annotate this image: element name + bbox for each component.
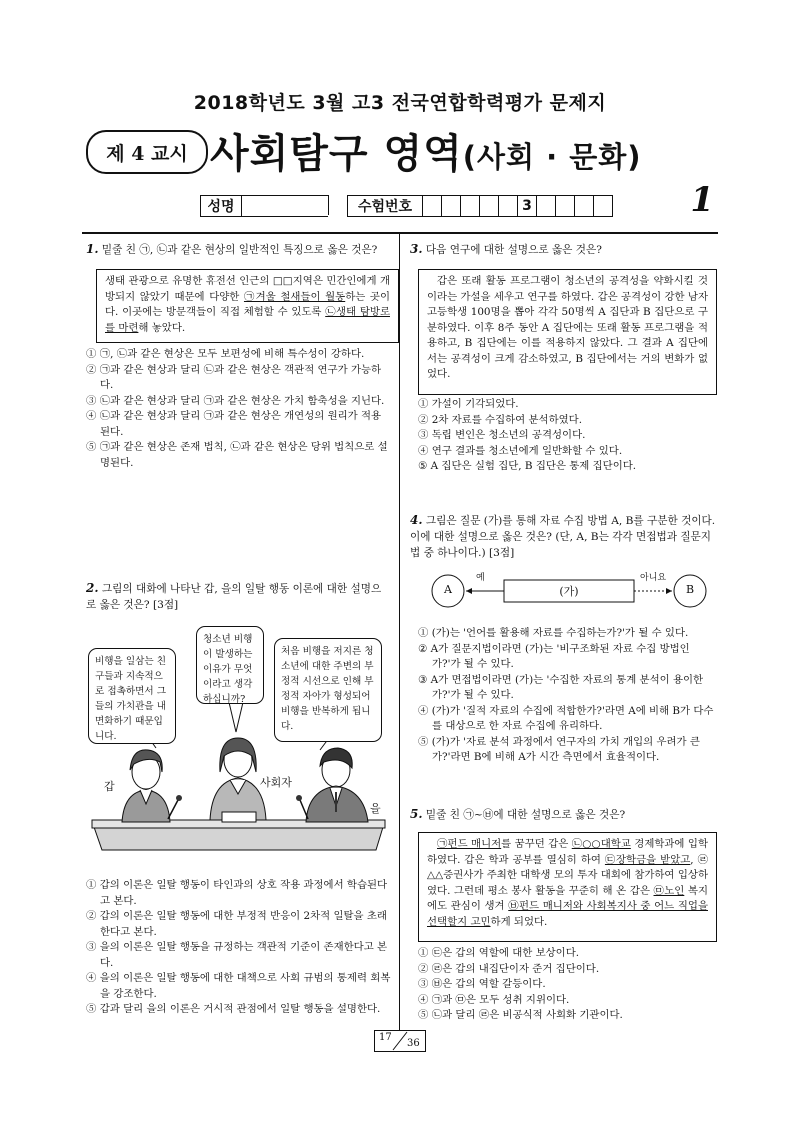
option[interactable]: ⑤ 갑과 달리 을의 이론은 거시적 관점에서 일탈 행동을 설명한다.: [86, 1003, 381, 1015]
exam-no-cell[interactable]: [574, 195, 593, 217]
option[interactable]: ① ㉢은 갑의 역할에 대한 보상이다.: [418, 947, 580, 959]
option[interactable]: ③ ㉥은 갑의 역할 갈등이다.: [418, 978, 546, 990]
option[interactable]: ② ㉠과 같은 현상과 달리 ㉡과 같은 현상은 객관적 연구가 가능하다.: [86, 363, 382, 391]
q1-options: [86, 347, 391, 471]
option[interactable]: ④ (가)가 '질적 자료의 수집에 적합한가?'라면 A에 비해 B가 다수를 대상으로 한 자료 수집에 유리하다.: [418, 704, 714, 732]
question-stem: 밑줄 친 ㉠, ㉡과 같은 현상의 일반적인 특징으로 옳은 것은?: [101, 244, 378, 256]
no-label: 아니요: [640, 573, 667, 583]
option[interactable]: ③ ㉡과 같은 현상과 달리 ㉠과 같은 현상은 가치 함축성을 지닌다.: [86, 394, 385, 407]
option[interactable]: ① ㉠, ㉡과 같은 현상은 모두 보편성에 비해 특수성이 강하다.: [86, 348, 365, 360]
question-3: [410, 241, 718, 258]
speaker-label-eul: 을: [370, 802, 381, 815]
column-divider: [399, 234, 400, 1030]
question-number: 2.: [86, 581, 99, 595]
page-number: 1: [690, 180, 714, 220]
node-b: B: [685, 583, 695, 596]
question-number: 1.: [86, 242, 99, 256]
option[interactable]: ⑤ ㉠과 같은 현상은 존재 법칙, ㉡과 같은 현상은 당위 법칙으로 설명된다.: [86, 441, 388, 469]
option[interactable]: ① 가설이 기각되었다.: [418, 398, 519, 410]
option[interactable]: ③ 독립 변인은 청소년의 공격성이다.: [418, 429, 586, 441]
current-page: 17: [379, 1032, 392, 1043]
option[interactable]: ② 갑의 이론은 일탈 행동에 대한 부정적 반응이 2차적 일탈을 초래한다고 본다.: [86, 910, 387, 938]
underline-2: ㉡생태 탐방로를 마련: [105, 306, 390, 334]
node-a: A: [444, 583, 452, 596]
q4-diagram: [424, 570, 714, 612]
question-stem: 그림의 대화에 나타난 갑, 을의 일탈 행동 이론에 대한 설명으로 옳은 것은? [3점]: [86, 583, 382, 611]
option[interactable]: ② ㉣은 갑의 내집단이자 준거 집단이다.: [418, 962, 600, 975]
question-4: [410, 512, 718, 561]
name-field[interactable]: [241, 195, 328, 217]
period-badge: 제 4 교시: [86, 130, 208, 174]
spacer: [328, 195, 347, 215]
q5-options: [418, 946, 718, 1024]
exam-no-cell[interactable]: [460, 195, 479, 217]
question-2: [86, 580, 391, 613]
speech-bubble-eul: 처음 비행을 저지른 청소년에 대한 주변의 부정적 시선으로 인해 부정적 자아가 형성되어 비행을 반복하게 됩니다.: [274, 638, 382, 742]
subject-sub: (사회 · 문화): [462, 140, 642, 174]
option[interactable]: ④ ㉡과 같은 현상과 달리 ㉠과 같은 현상은 개연성의 원리가 적용된다.: [86, 410, 382, 438]
option[interactable]: ④ 연구 결과를 청소년에게 일반화할 수 있다.: [418, 444, 623, 457]
q3-options: [418, 397, 718, 475]
question-1: [86, 241, 391, 258]
option[interactable]: ④ ㉠과 ㉤은 모두 성취 지위이다.: [418, 993, 570, 1006]
exam-no-digit: 3: [517, 195, 536, 217]
question-stem: 그림은 질문 (가)를 통해 자료 수집 방법 A, B를 구분한 것이다. 이에 대한 설명으로 옳은 것은? (단, A, B는 각각 면접법과 질문지법 중 하나이다.) [3점]: [410, 515, 716, 559]
speaker-label-host: 사회자: [260, 776, 292, 789]
exam-no-cell[interactable]: [479, 195, 498, 217]
exam-no-cell[interactable]: [422, 195, 441, 217]
q2-illustration: [86, 622, 391, 858]
q1-passage: 생태 관광으로 유명한 휴전선 인근의 □□지역은 민간인에게 개방되지 않았기 때문에 다양한 ㉠겨울 철새들이 월동하는 곳이다. 이곳에는 방문객들이 직접 체험할 수 있도록 ㉡생태 탐방로를 마련해 놓았다.: [96, 269, 399, 343]
exam-no-cell[interactable]: [536, 195, 555, 217]
option[interactable]: ① 갑의 이론은 일탈 행동이 타인과의 상호 작용 과정에서 학습된다고 본다.: [86, 879, 388, 907]
option[interactable]: ① (가)는 '언어를 활용해 자료를 수집하는가?'가 될 수 있다.: [418, 627, 689, 639]
node-question: (가): [559, 585, 579, 598]
exam-no-cell[interactable]: [555, 195, 574, 217]
underline-1: ㉠겨울 철새들이 월동: [243, 290, 346, 303]
question-number: 5.: [410, 807, 423, 821]
exam-no-cell[interactable]: [593, 195, 613, 217]
q2-options: [86, 878, 391, 1018]
total-pages: 36: [407, 1038, 420, 1049]
subject-main: 사회탐구 영역: [210, 131, 463, 177]
option[interactable]: ④ 을의 이론은 일탈 행동에 대한 대책으로 사회 규범의 통제력 회복을 강조한다.: [86, 972, 391, 1000]
header-rule: [82, 232, 718, 234]
option[interactable]: ⑤ ㉡과 달리 ㉣은 비공식적 사회화 기관이다.: [418, 1009, 623, 1021]
speech-bubble-gap: 비행을 일삼는 친구들과 지속적으로 접촉하면서 그들의 가치관을 내면화하기 때문입니다.: [88, 648, 176, 744]
option[interactable]: ⑤ A 집단은 실험 집단, B 집단은 통제 집단이다.: [418, 460, 637, 472]
exam-no-cell[interactable]: [441, 195, 460, 217]
option[interactable]: ② A가 질문지법이라면 (가)는 '비구조화된 자료 수집 방법인가?'가 될 수 있다.: [418, 642, 690, 670]
yes-label: 예: [476, 573, 485, 583]
exam-no-cell[interactable]: [498, 195, 517, 217]
page-counter: [374, 1030, 426, 1052]
q4-options: [418, 626, 718, 766]
question-number: 3.: [410, 242, 423, 256]
subject-title: [210, 122, 642, 179]
option[interactable]: ③ 을의 이론은 일탈 행동을 규정하는 객관적 기준이 존재한다고 본다.: [86, 941, 388, 969]
question-stem: 밑줄 친 ㉠~㉥에 대한 설명으로 옳은 것은?: [425, 809, 626, 821]
option[interactable]: ③ A가 면접법이라면 (가)는 '수집한 자료의 통계 분석이 용이한가?'가 될 수 있다.: [418, 673, 704, 701]
question-5: [410, 806, 718, 823]
exam-title: 2018학년도 3월 고3 전국연합학력평가 문제지: [193, 92, 607, 114]
q5-passage: ㉠펀드 매니저를 꿈꾸던 갑은 ㉡○○대학교 경제학과에 입학하였다. 갑은 학과 공부를 열심히 하여 ㉢장학금을 받았고, ㉣△△증권사가 주최한 대학생 모의 투자 대회에 참가하여 입상하였다. 그런데 평소 봉사 활동을 꾸준히 해 온 갑은 ㉤노인 복지에도 관심이 생겨 ㉥펀드 매니저와 사회복지사 중 어느 직업을 선택할지 고민하게 되었다.: [418, 832, 717, 942]
name-exam-box: [200, 195, 613, 217]
option[interactable]: ⑤ (가)가 '자료 분석 과정에서 연구자의 가치 개입의 우려가 큰가?'라면 B에 비해 A가 시간 측면에서 효율적이다.: [418, 735, 700, 763]
q3-passage: 갑은 또래 활동 프로그램이 청소년의 공격성을 약화시킬 것이라는 가설을 세우고 연구를 하였다. 갑은 공격성이 강한 남자 고등학생 100명을 뽑아 각각 50명씩 A 집단과 B 집단으로 구분하였다. 이후 8주 동안 A 집단에는 또래 활동 프로그램을 적용하고, B 집단에는 이를 적용하지 않았다. 그 결과 A 집단에서는 공격성이 크게 감소하였고, B 집단에서는 거의 변화가 없었다.: [418, 269, 717, 395]
question-number: 4.: [410, 513, 423, 527]
speech-bubble-host: 청소년 비행이 발생하는 이유가 무엇이라고 생각하십니까?: [196, 626, 264, 704]
option[interactable]: ② 2차 자료를 수집하여 분석하였다.: [418, 413, 582, 426]
speaker-label-gap: 갑: [104, 780, 115, 793]
exam-no-label: 수험번호: [347, 195, 422, 217]
name-label: 성명: [200, 195, 241, 217]
question-stem: 다음 연구에 대한 설명으로 옳은 것은?: [425, 244, 602, 256]
